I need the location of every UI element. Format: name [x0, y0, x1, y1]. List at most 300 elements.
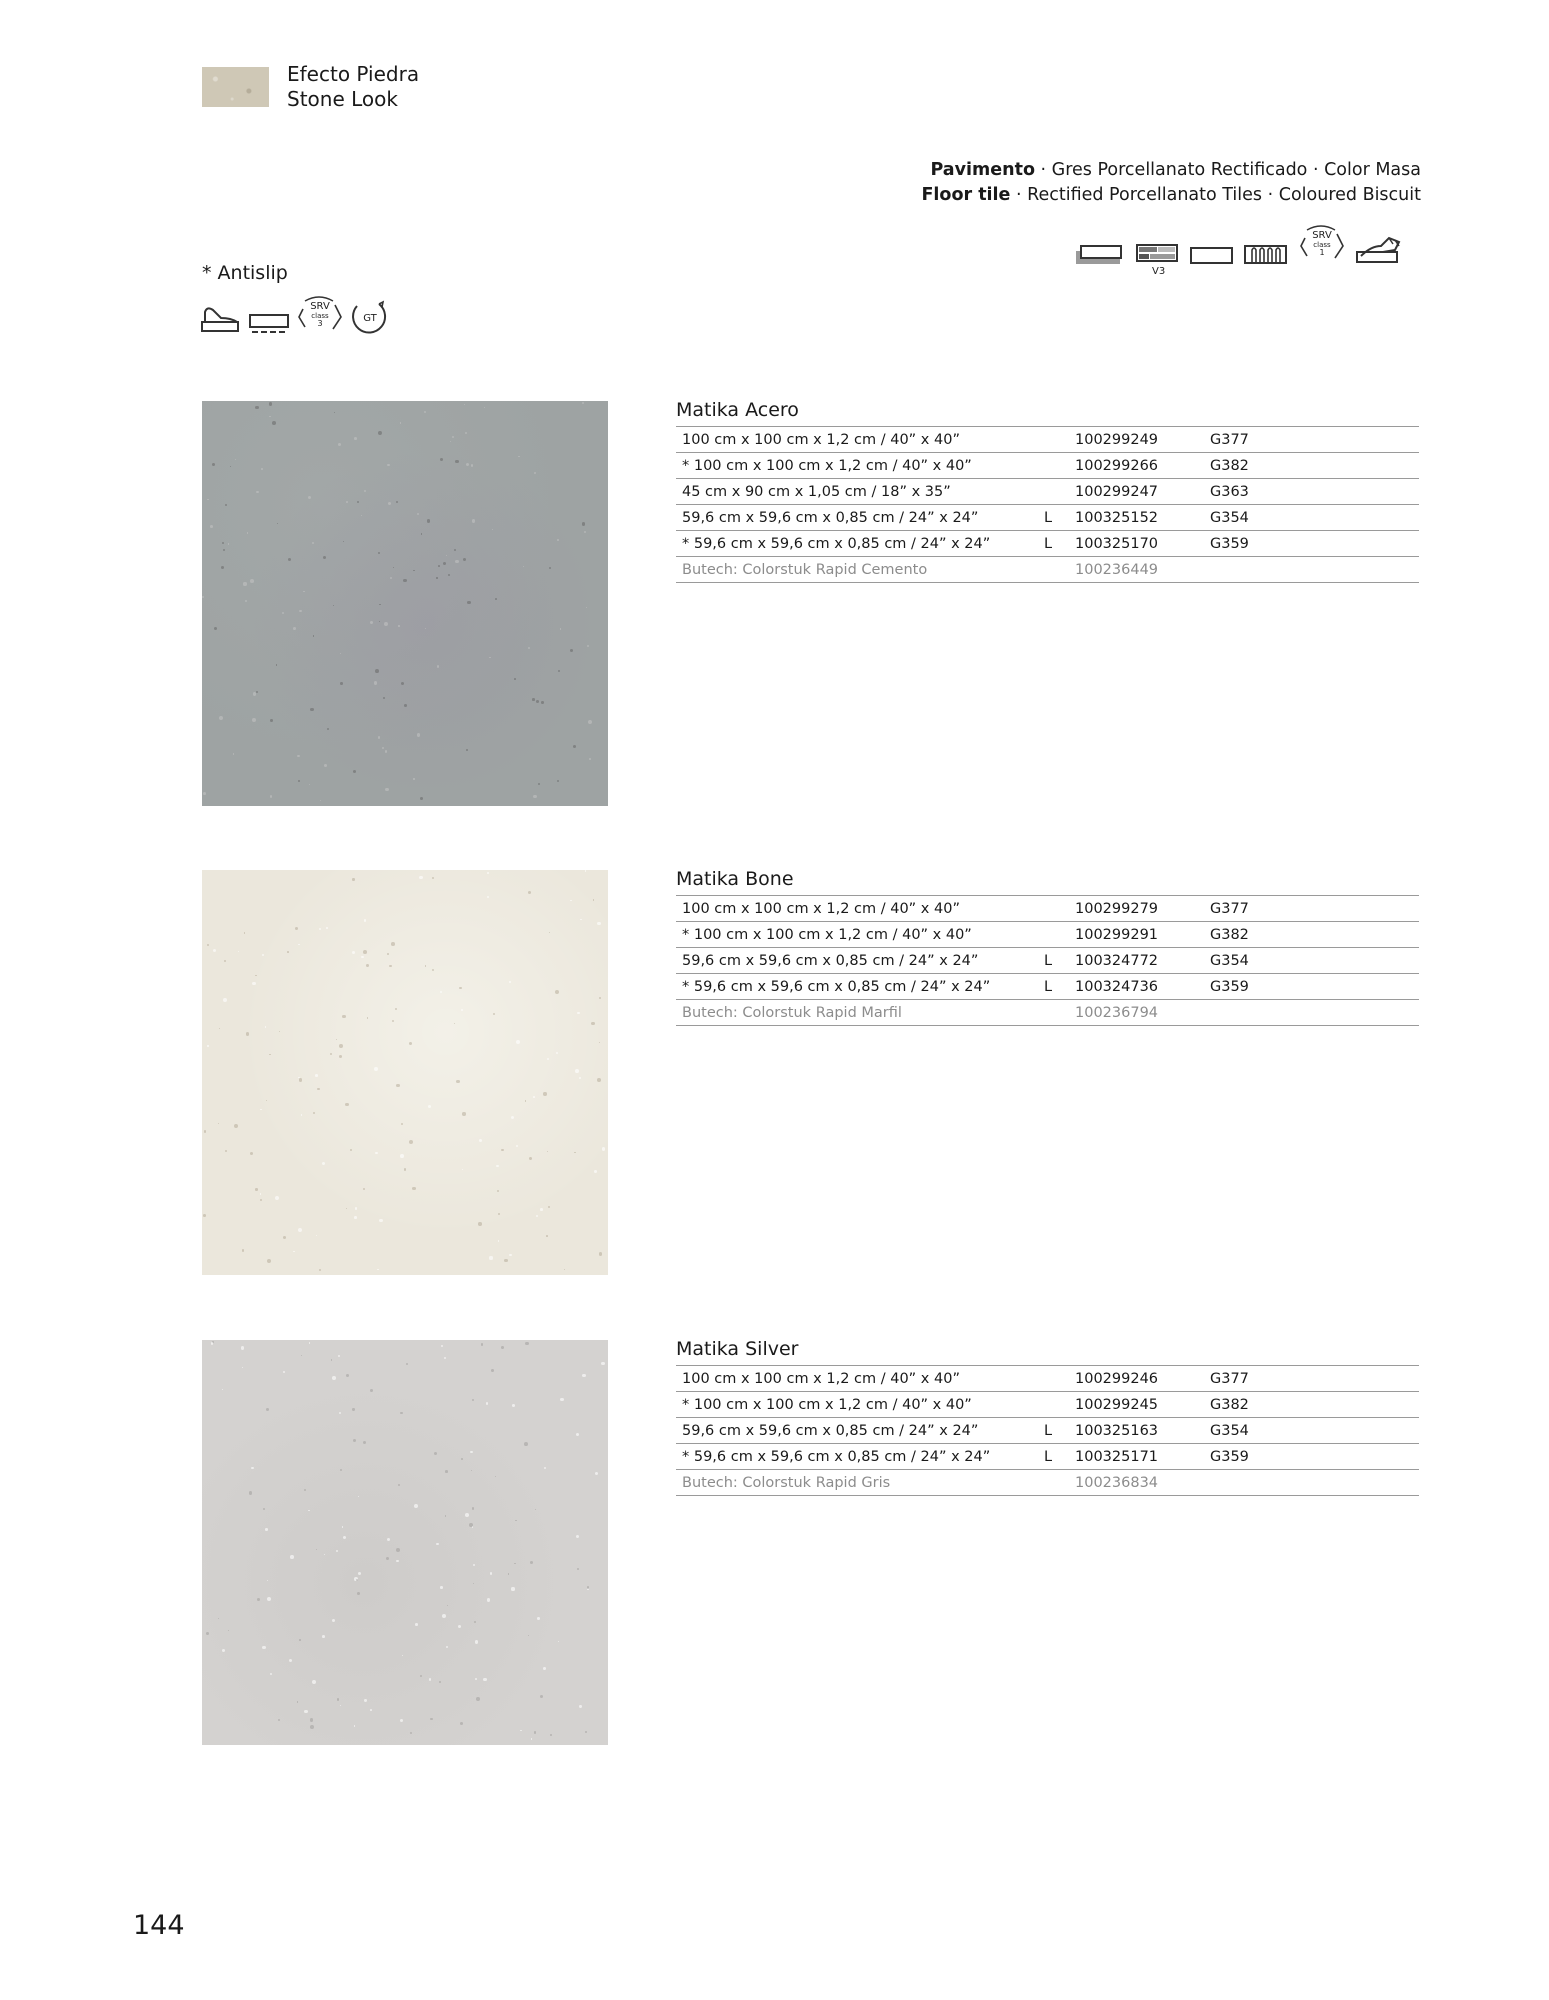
stone-speck	[446, 555, 447, 556]
spec-table	[676, 1366, 1419, 1496]
stone-speck	[288, 558, 291, 561]
flag-cell: L	[1044, 531, 1069, 557]
stone-speck	[586, 607, 587, 608]
stone-speck	[241, 1346, 244, 1349]
stone-speck	[402, 1655, 404, 1657]
stone-speck	[540, 1695, 544, 1699]
stone-speck	[429, 1678, 432, 1681]
stone-speck	[501, 1149, 504, 1152]
table-row	[676, 1418, 1419, 1444]
heavy-traffic-icon	[1355, 234, 1405, 268]
stone-speck	[353, 770, 356, 773]
stone-speck	[421, 533, 422, 534]
stone-speck	[242, 1249, 245, 1252]
stone-speck	[516, 1040, 520, 1044]
stone-speck	[256, 691, 259, 694]
stone-speck	[528, 1635, 529, 1636]
stone-speck	[207, 1045, 208, 1046]
stone-speck	[290, 1555, 294, 1559]
stone-speck	[414, 1504, 418, 1508]
svg-text:SRV: SRV	[310, 301, 330, 312]
stone-speck	[392, 1020, 394, 1022]
flag-cell	[1044, 427, 1069, 453]
stone-speck	[387, 464, 389, 466]
stone-speck	[270, 719, 273, 722]
svg-text:1: 1	[1319, 248, 1325, 257]
stone-speck	[443, 562, 446, 565]
flag-cell	[1044, 1470, 1069, 1496]
stone-speck	[495, 598, 497, 600]
stone-speck	[345, 1103, 348, 1106]
stone-speck	[276, 664, 278, 666]
slip-shoe-icon	[201, 302, 241, 334]
stone-speck	[312, 1680, 316, 1684]
stone-speck	[310, 1718, 313, 1721]
stone-speck	[498, 1240, 499, 1241]
stone-speck	[560, 628, 561, 629]
stone-speck	[214, 627, 217, 630]
tile-image-acero	[202, 401, 608, 806]
stone-speck	[384, 622, 388, 626]
stone-speck	[487, 872, 489, 874]
stone-speck	[483, 1678, 487, 1682]
stone-speck	[409, 1042, 412, 1045]
stone-speck	[210, 525, 213, 528]
shade-variation-icon	[1136, 243, 1180, 277]
table-row	[676, 948, 1419, 974]
flag-cell	[1044, 557, 1069, 583]
stone-speck	[557, 539, 559, 541]
stone-speck	[356, 1579, 358, 1581]
stone-speck	[219, 1028, 221, 1030]
group-cell: G377	[1204, 427, 1419, 453]
flag-cell	[1044, 479, 1069, 505]
stone-speck	[400, 1412, 403, 1415]
stone-speck	[585, 1731, 587, 1733]
stone-speck	[260, 1193, 261, 1194]
svg-text:SRV: SRV	[1312, 230, 1332, 241]
stone-speck	[255, 1188, 257, 1190]
stone-speck	[458, 1625, 461, 1628]
code-cell: 100236834	[1069, 1470, 1204, 1496]
code-cell: 100325152	[1069, 505, 1204, 531]
stone-speck	[534, 472, 536, 474]
stone-speck	[593, 899, 595, 901]
stone-speck	[340, 653, 341, 654]
stone-speck	[528, 891, 531, 894]
table-row	[676, 453, 1419, 479]
grout-name-cell: Butech: Colorstuk Rapid Cemento	[676, 557, 1044, 583]
stone-speck	[361, 515, 362, 516]
stone-speck	[445, 1515, 447, 1517]
stone-speck	[575, 1069, 579, 1073]
stone-speck	[535, 1509, 536, 1510]
stone-speck	[459, 987, 461, 989]
size-cell: 100 cm x 100 cm x 1,2 cm / 40” x 40”	[676, 1366, 1044, 1392]
stone-speck	[465, 1513, 469, 1517]
stone-speck	[267, 1259, 271, 1263]
stone-speck	[378, 552, 381, 555]
group-cell: G359	[1204, 531, 1419, 557]
stone-speck	[262, 954, 264, 956]
stone-speck	[508, 1573, 509, 1574]
size-cell: * 59,6 cm x 59,6 cm x 0,85 cm / 24” x 24”	[676, 531, 1044, 557]
stone-speck	[332, 1376, 336, 1380]
stone-speck	[420, 1675, 422, 1677]
stone-speck	[400, 422, 402, 424]
stone-speck	[298, 780, 300, 782]
code-cell: 100236794	[1069, 1000, 1204, 1026]
code-cell: 100324736	[1069, 974, 1204, 1000]
stone-speck	[602, 1147, 606, 1151]
stone-speck	[278, 1719, 280, 1721]
section-title-en: Stone Look	[287, 87, 398, 111]
stone-speck	[315, 1074, 318, 1077]
stone-speck	[543, 1667, 546, 1670]
antislip-label: * Antislip	[202, 262, 288, 284]
code-cell: 100299291	[1069, 922, 1204, 948]
stone-speck	[270, 795, 272, 797]
code-cell: 100299266	[1069, 453, 1204, 479]
group-cell: G377	[1204, 1366, 1419, 1392]
stone-speck	[316, 1549, 317, 1550]
stone-speck	[492, 529, 493, 530]
outdoor-tile-icon	[248, 310, 290, 336]
stone-speck	[252, 718, 256, 722]
stone-speck	[283, 1371, 285, 1373]
stone-speck	[243, 582, 246, 585]
grout-name-cell: Butech: Colorstuk Rapid Marfil	[676, 1000, 1044, 1026]
stone-speck	[338, 1355, 340, 1357]
stone-speck	[538, 783, 540, 785]
product-info	[676, 401, 1419, 583]
stone-speck	[338, 443, 341, 446]
stone-speck	[323, 556, 327, 560]
stone-speck	[343, 541, 344, 542]
stone-speck	[570, 900, 571, 901]
stone-speck	[546, 1235, 548, 1237]
table-row	[676, 427, 1419, 453]
stone-speck	[534, 1731, 537, 1734]
stone-speck	[247, 532, 248, 533]
stone-speck	[509, 981, 510, 982]
stone-speck	[582, 402, 584, 404]
stone-speck	[249, 1491, 253, 1495]
stone-speck	[599, 1252, 602, 1255]
stone-speck	[340, 1469, 342, 1471]
stone-speck	[587, 645, 589, 647]
stone-speck	[440, 1586, 443, 1589]
table-row	[676, 1366, 1419, 1392]
flag-cell: L	[1044, 505, 1069, 531]
stone-speck	[476, 1697, 480, 1701]
flag-cell	[1044, 1000, 1069, 1026]
stone-speck	[355, 1207, 357, 1209]
stone-speck	[501, 1346, 504, 1349]
code-cell: 100299247	[1069, 479, 1204, 505]
stone-speck	[336, 1550, 338, 1552]
stone-speck	[525, 1342, 528, 1345]
stone-speck	[487, 1598, 490, 1601]
stone-speck	[398, 1484, 400, 1486]
stone-speck	[512, 1404, 515, 1407]
stone-speck	[250, 579, 254, 583]
stone-speck	[265, 1026, 267, 1028]
stone-speck	[346, 1208, 347, 1209]
stone-speck	[461, 1009, 463, 1011]
stone-speck	[531, 1738, 533, 1740]
stone-speck	[450, 441, 451, 442]
stone-speck	[436, 577, 437, 578]
stone-speck	[570, 649, 573, 652]
stone-speck	[298, 944, 299, 945]
grout-name-cell: Butech: Colorstuk Rapid Gris	[676, 1470, 1044, 1496]
stone-speck	[366, 964, 369, 967]
grout-row	[676, 1470, 1419, 1496]
product-info	[676, 1340, 1419, 1496]
stone-speck	[577, 1012, 579, 1014]
tile-image-bone	[202, 870, 608, 1275]
stone-speck	[354, 1216, 357, 1219]
stone-speck	[203, 1214, 206, 1217]
stone-speck	[299, 1078, 303, 1082]
stone-speck	[204, 1130, 207, 1133]
product-name: Matika Bone	[676, 868, 794, 890]
stone-speck	[409, 1140, 413, 1144]
stone-speck	[388, 502, 391, 505]
stone-speck	[340, 1705, 341, 1706]
stone-speck	[427, 519, 430, 522]
size-cell: * 100 cm x 100 cm x 1,2 cm / 40” x 40”	[676, 1392, 1044, 1418]
stone-speck	[469, 1523, 473, 1527]
stone-speck	[352, 1408, 354, 1410]
stone-speck	[475, 1678, 477, 1680]
stone-speck	[374, 1067, 378, 1071]
stone-speck	[597, 922, 600, 925]
stone-speck	[413, 778, 414, 779]
stone-speck	[515, 1520, 517, 1522]
size-cell: 45 cm x 90 cm x 1,05 cm / 18” x 35”	[676, 479, 1044, 505]
stone-speck	[251, 1467, 253, 1469]
stone-speck	[228, 1630, 229, 1631]
stone-speck	[261, 468, 263, 470]
stone-speck	[255, 975, 256, 976]
stone-speck	[225, 504, 227, 506]
stone-speck	[434, 1452, 437, 1455]
stone-speck	[540, 1208, 543, 1211]
stone-speck	[207, 499, 208, 500]
code-cell: 100325171	[1069, 1444, 1204, 1470]
stone-speck	[263, 1508, 265, 1510]
stone-speck	[257, 1598, 260, 1601]
stone-speck	[310, 1725, 314, 1729]
stone-speck	[489, 657, 491, 659]
stone-speck	[332, 1619, 335, 1622]
stone-speck	[585, 870, 586, 871]
srv-class-icon	[297, 295, 343, 337]
stone-speck	[472, 1399, 474, 1401]
stone-speck	[560, 1398, 564, 1402]
stone-speck	[326, 927, 328, 929]
stone-speck	[234, 1124, 238, 1128]
stone-speck	[390, 577, 392, 579]
stone-speck	[386, 1557, 389, 1560]
product-name: Matika Acero	[676, 399, 799, 421]
stone-speck	[514, 678, 516, 680]
stone-speck	[464, 404, 465, 405]
stone-speck	[564, 1269, 565, 1270]
stone-speck	[358, 1572, 362, 1576]
table-row	[676, 479, 1419, 505]
stone-speck	[279, 1031, 280, 1032]
stone-speck	[224, 960, 226, 962]
stone-speck	[322, 1162, 325, 1165]
table-row	[676, 1444, 1419, 1470]
stone-speck	[509, 1254, 511, 1256]
group-cell: G354	[1204, 1418, 1419, 1444]
stone-speck	[577, 1568, 580, 1571]
size-cell: * 100 cm x 100 cm x 1,2 cm / 40” x 40”	[676, 922, 1044, 948]
stone-speck	[339, 1412, 341, 1414]
svg-text:class: class	[1313, 241, 1331, 249]
group-cell: G354	[1204, 505, 1419, 531]
stone-speck	[211, 1342, 214, 1345]
page-number: 144	[133, 1910, 185, 1941]
stone-speck	[472, 519, 475, 522]
size-cell: 100 cm x 100 cm x 1,2 cm / 40” x 40”	[676, 896, 1044, 922]
stone-speck	[573, 745, 576, 748]
stone-speck	[363, 1188, 365, 1190]
stone-speck	[354, 437, 357, 440]
stone-speck	[467, 601, 471, 605]
product-matika-bone	[202, 870, 1421, 1275]
stone-speck	[357, 1592, 360, 1595]
stone-speck	[475, 1640, 479, 1644]
stone-speck	[401, 1123, 403, 1125]
stone-speck	[445, 1470, 448, 1473]
stone-speck	[533, 795, 536, 798]
stone-speck	[432, 969, 434, 971]
stone-speck	[350, 1149, 352, 1151]
stone-speck	[383, 697, 385, 699]
stone-speck	[446, 1646, 448, 1648]
stone-speck	[525, 1100, 527, 1102]
stone-speck	[591, 1022, 594, 1025]
stone-speck	[282, 612, 284, 614]
stone-speck	[203, 792, 206, 795]
stone-speck	[396, 1084, 400, 1088]
stone-speck	[420, 797, 423, 800]
stone-speck	[221, 566, 224, 569]
stone-speck	[375, 669, 379, 673]
stone-speck	[579, 1705, 581, 1707]
stone-speck	[516, 1145, 518, 1147]
stone-speck	[530, 1561, 533, 1564]
grout-row	[676, 1000, 1419, 1026]
stone-speck	[454, 549, 456, 551]
stone-speck	[412, 1187, 416, 1191]
table-row	[676, 531, 1419, 557]
stone-speck	[363, 950, 367, 954]
stone-speck	[599, 1042, 600, 1043]
group-cell	[1204, 557, 1419, 583]
stone-speck	[256, 491, 258, 493]
stone-speck	[533, 1096, 535, 1098]
stone-speck	[455, 460, 459, 464]
stone-speck	[319, 1269, 321, 1271]
stone-speck	[417, 733, 421, 737]
stone-speck	[363, 1441, 366, 1444]
flag-cell: L	[1044, 1444, 1069, 1470]
stone-speck	[440, 458, 443, 461]
stone-speck	[317, 1088, 319, 1090]
stone-speck	[456, 1080, 459, 1083]
stone-speck	[481, 1343, 483, 1345]
stone-swatch-image	[202, 67, 269, 107]
stone-speck	[543, 1092, 546, 1095]
stone-speck	[297, 1701, 298, 1702]
stone-speck	[398, 625, 399, 626]
product-name: Matika Silver	[676, 1338, 799, 1360]
stone-speck	[269, 402, 273, 406]
stone-speck	[218, 1123, 219, 1124]
table-row	[676, 1392, 1419, 1418]
stone-speck	[235, 459, 236, 460]
stone-speck	[277, 523, 278, 524]
stone-speck	[293, 627, 296, 630]
stone-speck	[324, 1554, 325, 1555]
stone-speck	[472, 1507, 474, 1509]
stone-speck	[403, 579, 407, 583]
stone-speck	[487, 896, 489, 898]
stone-speck	[339, 1055, 342, 1058]
stone-speck	[207, 944, 209, 946]
stone-speck	[495, 1476, 496, 1477]
stone-speck	[582, 1374, 585, 1377]
code-cell: 100299246	[1069, 1366, 1204, 1392]
stone-speck	[330, 1053, 332, 1055]
stone-speck	[312, 542, 314, 544]
group-cell: G363	[1204, 479, 1419, 505]
stone-speck	[387, 953, 389, 955]
flag-cell	[1044, 1392, 1069, 1418]
stone-speck	[262, 1646, 266, 1650]
stone-speck	[601, 1362, 605, 1366]
stone-speck	[425, 628, 426, 629]
svg-text:V3: V3	[1152, 266, 1166, 277]
stone-speck	[549, 932, 550, 933]
stone-speck	[267, 1580, 268, 1581]
stone-speck	[223, 549, 225, 551]
stone-speck	[432, 877, 434, 879]
stone-speck	[320, 800, 321, 801]
stone-speck	[340, 682, 343, 685]
stone-speck	[511, 1587, 514, 1590]
code-cell: 100325163	[1069, 1418, 1204, 1444]
stone-speck	[385, 788, 389, 792]
stone-speck	[322, 1635, 325, 1638]
stone-speck	[377, 1269, 379, 1271]
stone-speck	[579, 1077, 581, 1079]
stone-speck	[597, 1078, 601, 1082]
stone-speck	[413, 570, 414, 571]
stone-speck	[518, 456, 519, 457]
stone-speck	[595, 1472, 598, 1475]
stone-speck	[576, 1433, 579, 1436]
stone-speck	[327, 728, 329, 730]
stone-speck	[228, 543, 230, 545]
stone-speck	[374, 681, 377, 684]
